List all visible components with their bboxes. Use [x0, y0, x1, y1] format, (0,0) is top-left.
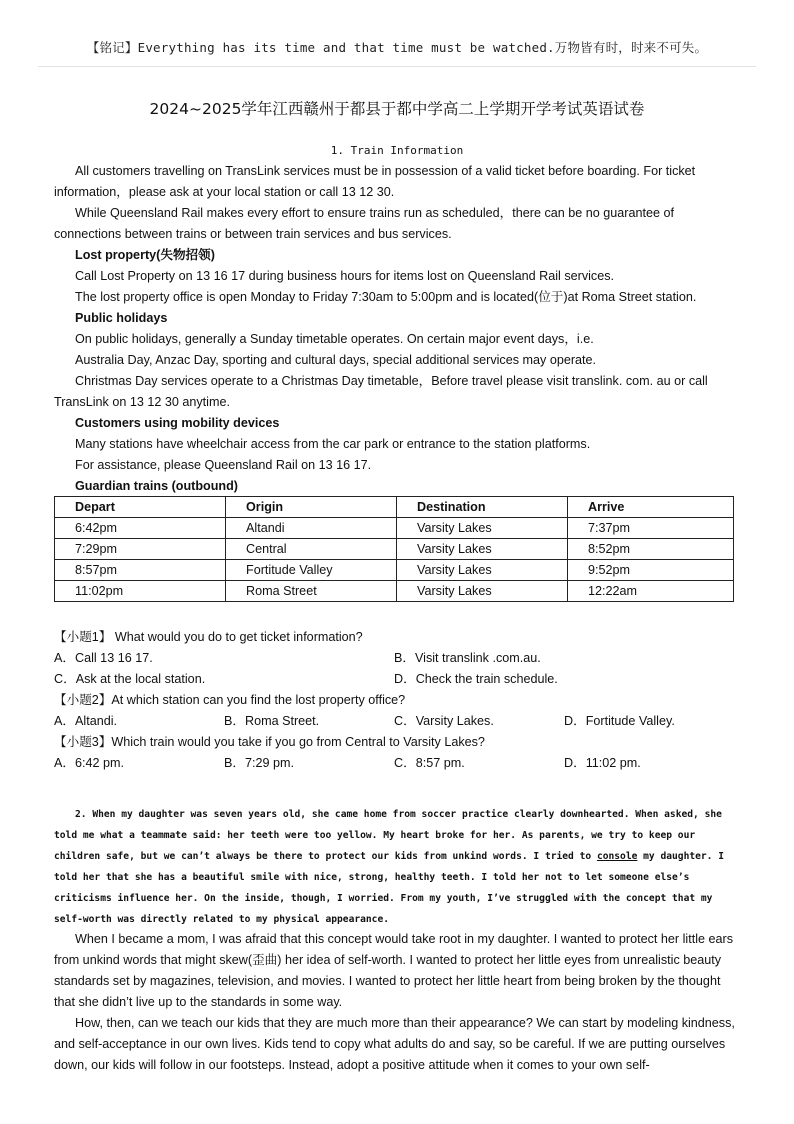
- paragraph: Call Lost Property on 13 16 17 during business hours for items lost on Queensland Rail services.: [75, 269, 615, 283]
- table-cell: Fortitude Valley: [226, 560, 397, 581]
- table-row: [55, 560, 734, 581]
- paragraph: Australia Day, Anzac Day, sporting and cultural days, special additional services may operate.: [75, 353, 597, 367]
- paragraph: How, then, can we teach our kids that they are much more than their appearance? We can start by modeling kindness, and self-acceptance in our own lives. Kids tend to copy what adults do and say, so be careful. If we are putting ourselves down, our kids will follow in our footsteps. Instead, adopt a positive attitude when it comes to your own self-: [54, 1016, 735, 1072]
- public-holidays-heading: Public holidays: [75, 311, 168, 325]
- question-2-option-c: C．Varsity Lakes.: [394, 714, 494, 728]
- paragraph: While Queensland Rail makes every effort to ensure trains run as scheduled，there can be no guarantee of connections between trains or between train services and bus services.: [54, 206, 675, 241]
- question-3-option-d: D．11:02 pm.: [564, 756, 641, 770]
- paragraph: The lost property office is open Monday to Friday 7:30am to 5:00pm and is located(位于)at Roma Street station.: [75, 290, 697, 304]
- paragraph: For assistance, please Queensland Rail on 13 16 17.: [75, 458, 372, 472]
- question-2-option-b: B．Roma Street.: [224, 714, 320, 728]
- underlined-word: console: [596, 851, 638, 862]
- column-header: Depart: [55, 497, 226, 518]
- table-cell: 8:52pm: [568, 539, 734, 560]
- section1-body: [54, 161, 744, 497]
- passage-2-intro: [54, 804, 744, 930]
- table-cell: 7:37pm: [568, 518, 734, 539]
- paragraph: Many stations have wheelchair access from the car park or entrance to the station platforms.: [75, 437, 591, 451]
- question-3-option-c: C．8:57 pm.: [394, 756, 465, 770]
- column-header: Arrive: [568, 497, 734, 518]
- question-3-stem: 【小题3】Which train would you take if you go from Central to Varsity Lakes?: [54, 735, 485, 749]
- passage-2-body: [54, 929, 744, 1076]
- question-3-option-b: B．7:29 pm.: [224, 756, 294, 770]
- section1-heading: 1. Train Information: [330, 144, 464, 157]
- paragraph: Christmas Day services operate to a Christmas Day timetable，Before travel please visit translink. com. au or call TransLink on 13 12 30 anytime.: [54, 374, 708, 409]
- question-1-option-d: D．Check the train schedule.: [394, 672, 558, 686]
- table-cell: Altandi: [226, 518, 397, 539]
- question-1-option-a: A．Call 13 16 17.: [54, 651, 153, 665]
- table-cell: 8:57pm: [55, 560, 226, 581]
- guardian-trains-table: [54, 496, 734, 602]
- column-header: Destination: [397, 497, 568, 518]
- table-row: [55, 539, 734, 560]
- table-cell: Central: [226, 539, 397, 560]
- table-cell: Varsity Lakes: [397, 581, 568, 602]
- table-cell: 9:52pm: [568, 560, 734, 581]
- question-2-stem: 【小题2】At which station can you find the lost property office?: [54, 693, 406, 707]
- table-cell: Varsity Lakes: [397, 560, 568, 581]
- table-row: [55, 518, 734, 539]
- table-cell: Varsity Lakes: [397, 539, 568, 560]
- header-divider: [38, 66, 756, 67]
- column-header: Origin: [226, 497, 397, 518]
- table-header-row: [55, 497, 734, 518]
- question-3-option-a: A．6:42 pm.: [54, 756, 124, 770]
- table-row: [55, 581, 734, 602]
- page-header-motto: 【铭记】Everything has its time and that time must be watched.万物皆有时，时来不可失。: [86, 40, 708, 55]
- mobility-heading: Customers using mobility devices: [75, 416, 280, 430]
- question-1-option-b: B．Visit translink .com.au.: [394, 651, 541, 665]
- table-cell: 6:42pm: [55, 518, 226, 539]
- passage-text: 2. When my daughter was seven years old, she came home from soccer practice clearly downhearted. When asked, she told me what a teammate said: her teeth were too yellow. My heart broke for her. As parents, we try to keep our children safe, but we can’t always be there to protect our kids from unkind words. I tried to: [54, 809, 722, 862]
- passage-text: my daughter. I told her that she has a beautiful smile with nice, strong, healthy teeth. I told her not to let someone else’s criticisms influence her. On the inside, though, I worried. From my youth, I’ve struggled with the concept that my self-worth was directly related to my physical appearance.: [54, 851, 725, 925]
- question-2-option-d: D．Fortitude Valley.: [564, 714, 675, 728]
- question-1-option-c: C．Ask at the local station.: [54, 672, 206, 686]
- paragraph: All customers travelling on TransLink services must be in possession of a valid ticket before boarding. For ticket information，please ask at your local station or call 13 12 30.: [54, 164, 696, 199]
- table-cell: Roma Street: [226, 581, 397, 602]
- table-cell: Varsity Lakes: [397, 518, 568, 539]
- lost-property-heading: Lost property(失物招领): [75, 248, 215, 262]
- question-1-stem: 【小题1】 What would you do to get ticket information?: [54, 630, 363, 644]
- table-cell: 11:02pm: [55, 581, 226, 602]
- question-2-option-a: A．Altandi.: [54, 714, 117, 728]
- table-cell: 12:22am: [568, 581, 734, 602]
- table-cell: 7:29pm: [55, 539, 226, 560]
- guardian-trains-heading: Guardian trains (outbound): [75, 479, 239, 493]
- page-title: 2024~2025学年江西赣州于都县于都中学高二上学期开学考试英语试卷: [149, 100, 645, 118]
- paragraph: On public holidays, generally a Sunday timetable operates. On certain major event days，i.e.: [75, 332, 594, 346]
- paragraph: When I became a mom, I was afraid that this concept would take root in my daughter. I wanted to protect her little ears from unkind words that might skew(歪曲) her idea of self-worth. I wanted to protect her little eyes from unrealistic beauty standards set by magazines, television, and movies. I wanted to protect her little heart from being broken by the thought that she didn’t live up to the standards in some way.: [54, 932, 734, 1009]
